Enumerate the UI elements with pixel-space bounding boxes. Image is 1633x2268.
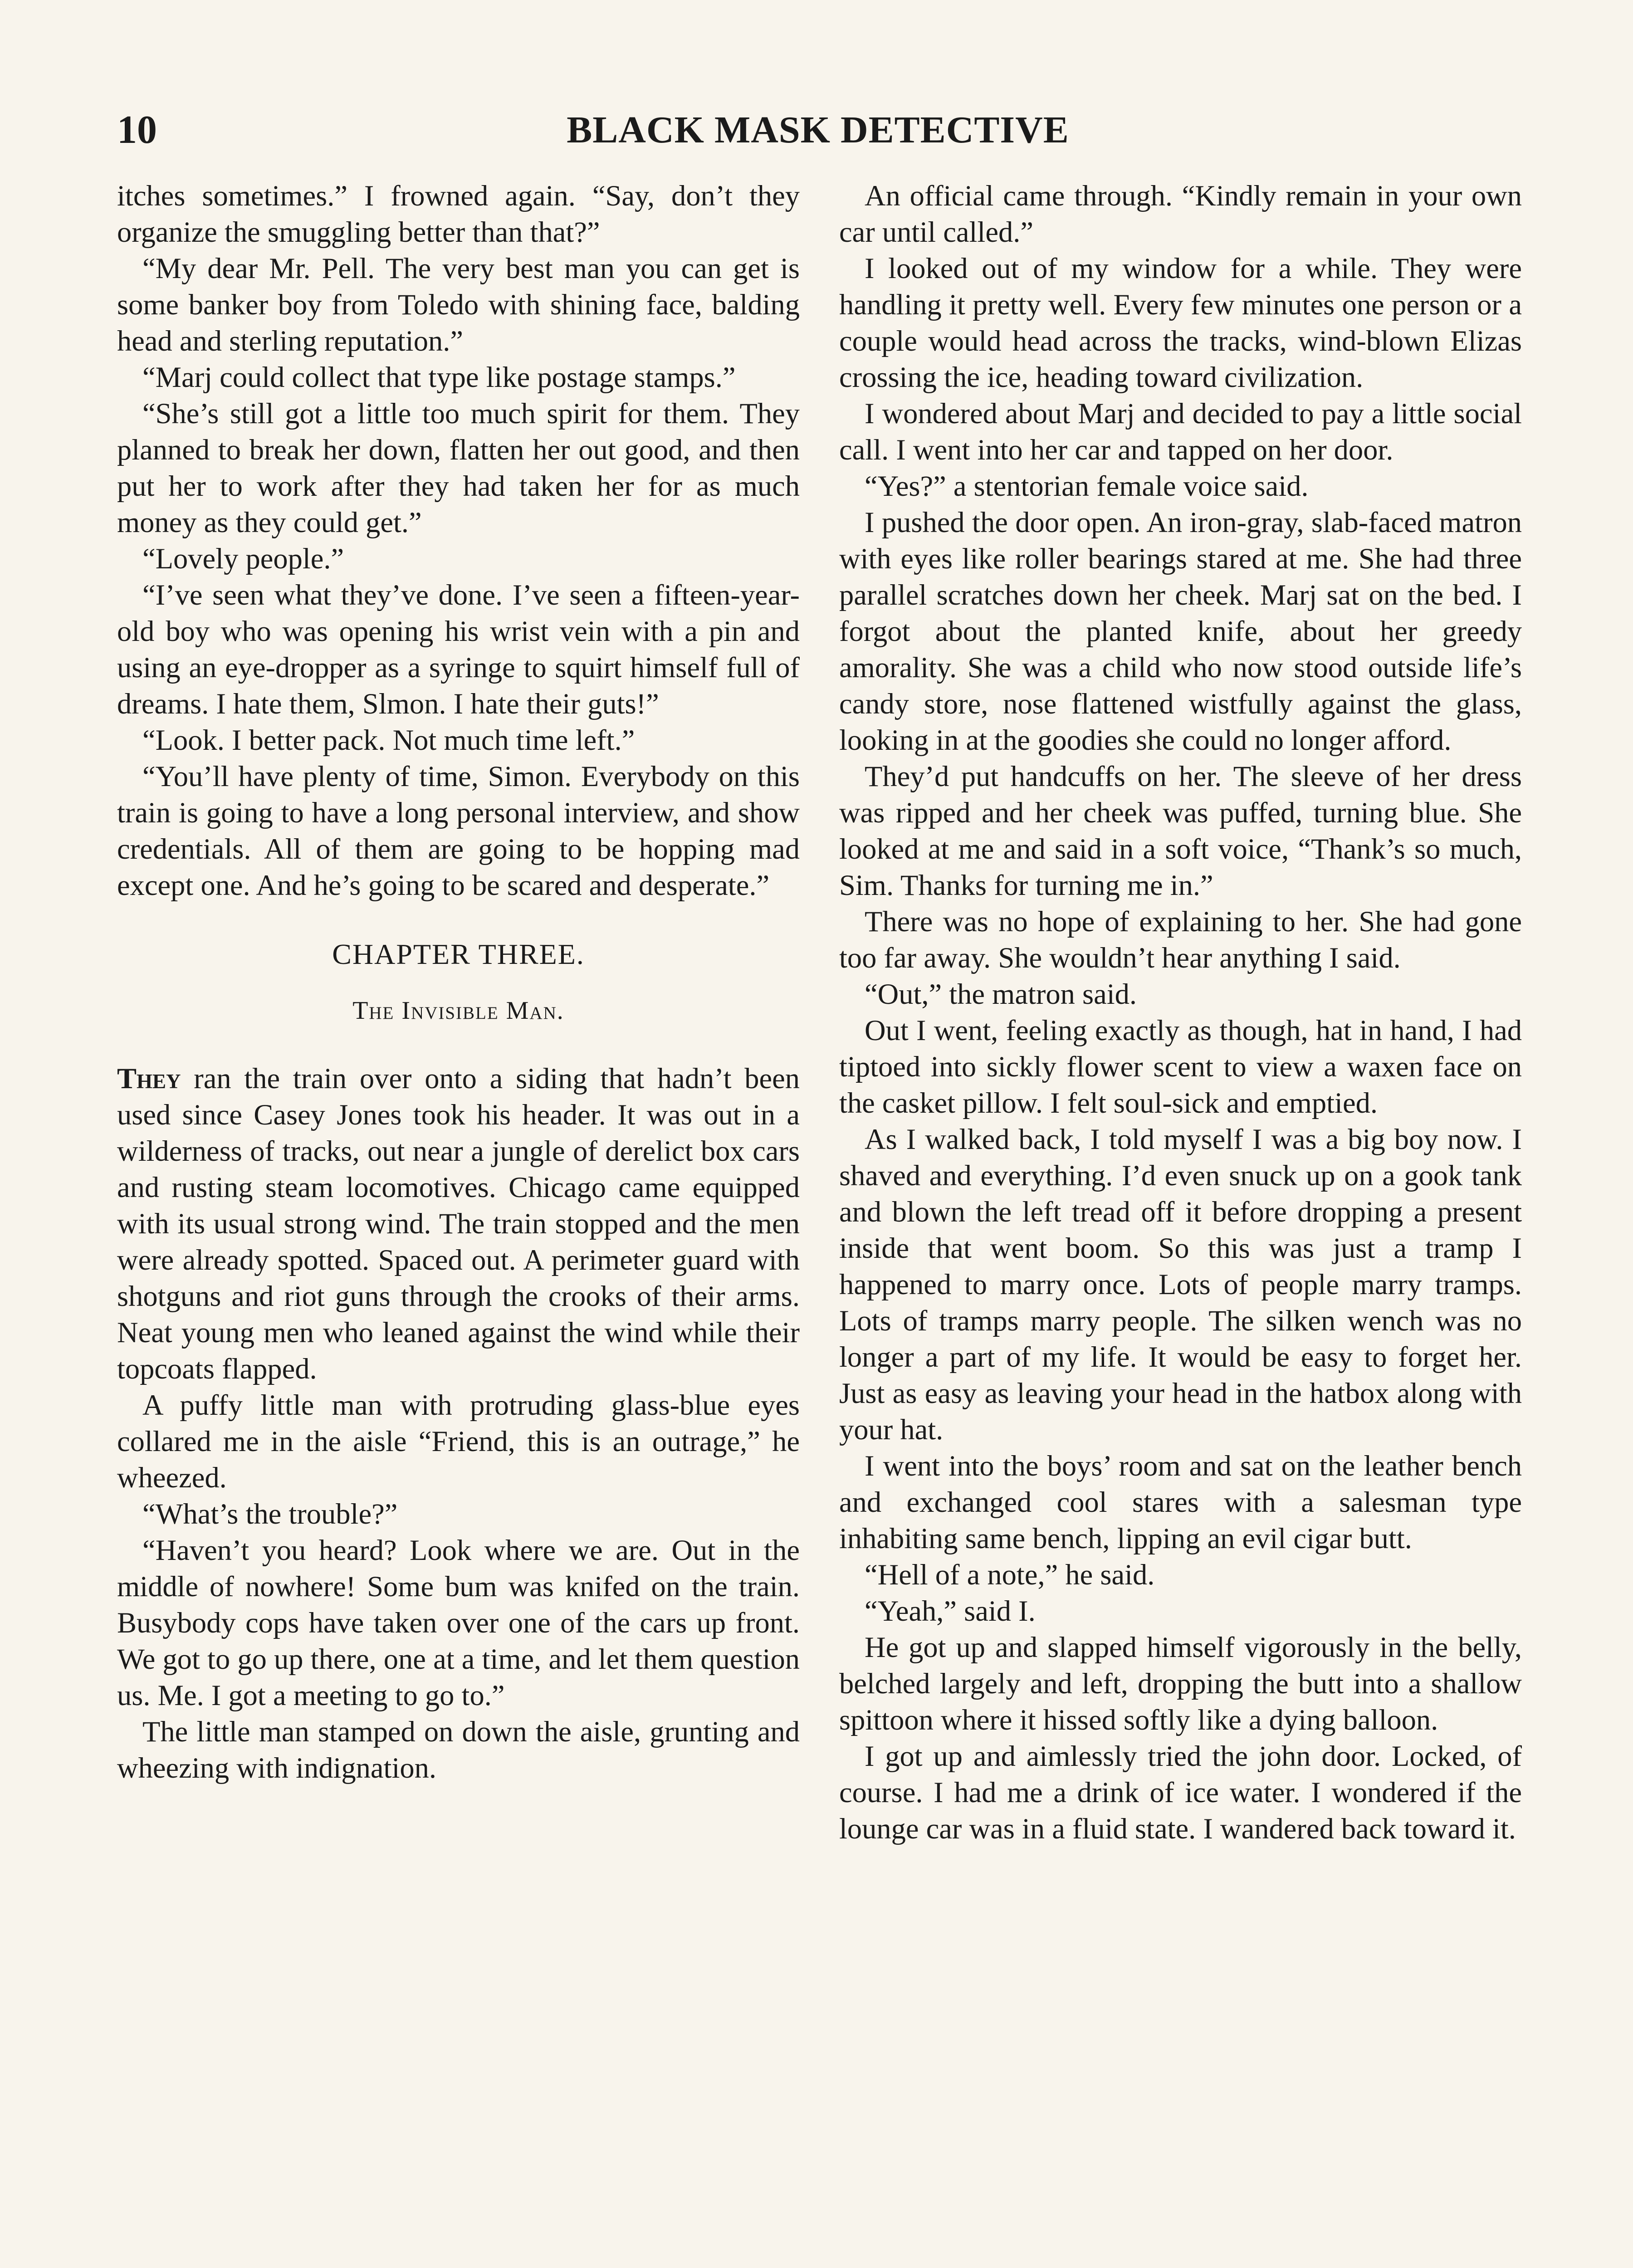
chapter-subtitle: The Invisible Man. xyxy=(352,997,564,1025)
paragraph: “She’s still got a little too much spirit for them. They planned to break her down, flatten her out good, and then put her to work after they had taken her for as much money as they could get.” xyxy=(117,397,800,538)
paragraph: A puffy little man with protruding glass-blue eyes collared me in the aisle “Friend, this is an outrage,” he wheezed. xyxy=(117,1389,800,1494)
paragraph: “My dear Mr. Pell. The very best man you can get is some banker boy from Toledo with shining face, balding head and sterling reputation.” xyxy=(117,252,800,357)
paragraph: There was no hope of explaining to her. She had gone too far away. She wouldn’t hear anything I said. xyxy=(839,905,1522,974)
paragraph: “You’ll have plenty of time, Simon. Everybody on this train is going to have a long personal interview, and show credentials. All of them are going to be hopping mad except one. And he’s going to be scared and desperate.” xyxy=(117,760,800,901)
running-title: BLACK MASK DETECTIVE xyxy=(567,109,1069,151)
paragraph: “What’s the trouble?” xyxy=(142,1498,398,1530)
paragraph: They’d put handcuffs on her. The sleeve of her dress was ripped and her cheek was puffed, turning blue. She looked at me and said in a soft voice, “Thank’s so much, Sim. Thanks for turning me in.” xyxy=(839,760,1522,901)
paragraph: “Haven’t you heard? Look where we are. Out in the middle of nowhere! Some bum was knifed on the train. Busybody cops have taken over one of the cars up front. We got to go up there, one at a time, and let them question us. Me. I got a meeting to go to.” xyxy=(117,1534,800,1711)
paragraph: itches sometimes.” I frowned again. “Say, don’t they organize the smuggling better than that?” xyxy=(117,180,800,248)
chapter-opening-paragraph xyxy=(117,1061,800,1387)
chapter-heading: CHAPTER THREE. xyxy=(332,938,585,970)
paragraph: “Look. I better pack. Not much time left.” xyxy=(142,724,635,756)
paragraph: He got up and slapped himself vigorously in the belly, belched largely and left, dropping the butt into a shallow spittoon where it hissed softly like a dying balloon. xyxy=(839,1631,1522,1736)
paragraph: Out I went, feeling exactly as though, hat in hand, I had tiptoed into sickly flower scent to view a waxen face on the casket pillow. I felt soul-sick and emptied. xyxy=(839,1014,1522,1119)
paragraph: An official came through. “Kindly remain in your own car until called.” xyxy=(839,180,1522,248)
drop-word: They xyxy=(117,1062,181,1095)
page-header xyxy=(117,105,1519,155)
paragraph: “Lovely people.” xyxy=(142,543,344,575)
paragraph: I went into the boys’ room and sat on the leather bench and exchanged cool stares with a salesman type inhabiting same bench, lipping an evil cigar butt. xyxy=(839,1450,1522,1554)
right-column xyxy=(839,178,1522,1847)
paragraph: I looked out of my window for a while. They were handling it pretty well. Every few minutes one person or a couple would head across the tracks, wind-blown Elizas crossing the ice, heading toward civilization. xyxy=(839,252,1522,393)
paragraph: I wondered about Marj and decided to pay a little social call. I went into her car and tapped on her door. xyxy=(839,397,1522,466)
paragraph: “Yeah,” said I. xyxy=(865,1595,1036,1627)
paragraph: “Marj could collect that type like postage stamps.” xyxy=(142,361,736,393)
paragraph: “I’ve seen what they’ve done. I’ve seen a fifteen-year-old boy who was opening his wrist vein with a pin and using an eye-dropper as a syringe to squirt himself full of dreams. I hate them, Slmon. I hate their guts!” xyxy=(117,579,800,720)
paragraph: I pushed the door open. An iron-gray, slab-faced matron with eyes like roller bearings stared at me. She had three parallel scratches down her cheek. Marj sat on the bed. I forgot about the planted knife, about her greedy amorality. She was a child who now stood outside life’s candy store, nose flattened wistfully against the glass, looking in at the goodies she could no longer afford. xyxy=(839,506,1522,756)
paragraph-text: ran the train over onto a siding that hadn’t been used since Casey Jones took his header. It was out in a wilderness of tracks, out near a jungle of derelict box cars and rusting steam locomotives. Chicago came equipped with its usual strong wind. The train stopped and the men were already spotted. Spaced out. A perimeter guard with shotguns and riot guns through the crooks of their arms. Neat young men who leaned against the wind while their topcoats flapped. xyxy=(117,1062,800,1385)
page-number: 10 xyxy=(117,108,157,152)
paragraph: I got up and aimlessly tried the john door. Locked, of course. I had me a drink of ice water. I wondered if the lounge car was in a fluid state. I wandered back toward it. xyxy=(839,1740,1522,1845)
paragraph: “Out,” the matron said. xyxy=(865,978,1137,1010)
paragraph: As I walked back, I told myself I was a big boy now. I shaved and everything. I’d even snuck up on a gook tank and blown the left tread off it before dropping a present inside that went boom. So this was just a tramp I happened to marry once. Lots of people marry tramps. Lots of tramps marry people. The silken wench was no longer a part of my life. It would be easy to forget her. Just as easy as leaving your head in the hatbox along with your hat. xyxy=(839,1123,1522,1446)
left-column xyxy=(117,178,800,1786)
paragraph: “Yes?” a stentorian female voice said. xyxy=(865,470,1309,502)
paragraph: “Hell of a note,” he said. xyxy=(865,1559,1155,1591)
paragraph: The little man stamped on down the aisle, grunting and wheezing with indignation. xyxy=(117,1716,800,1784)
